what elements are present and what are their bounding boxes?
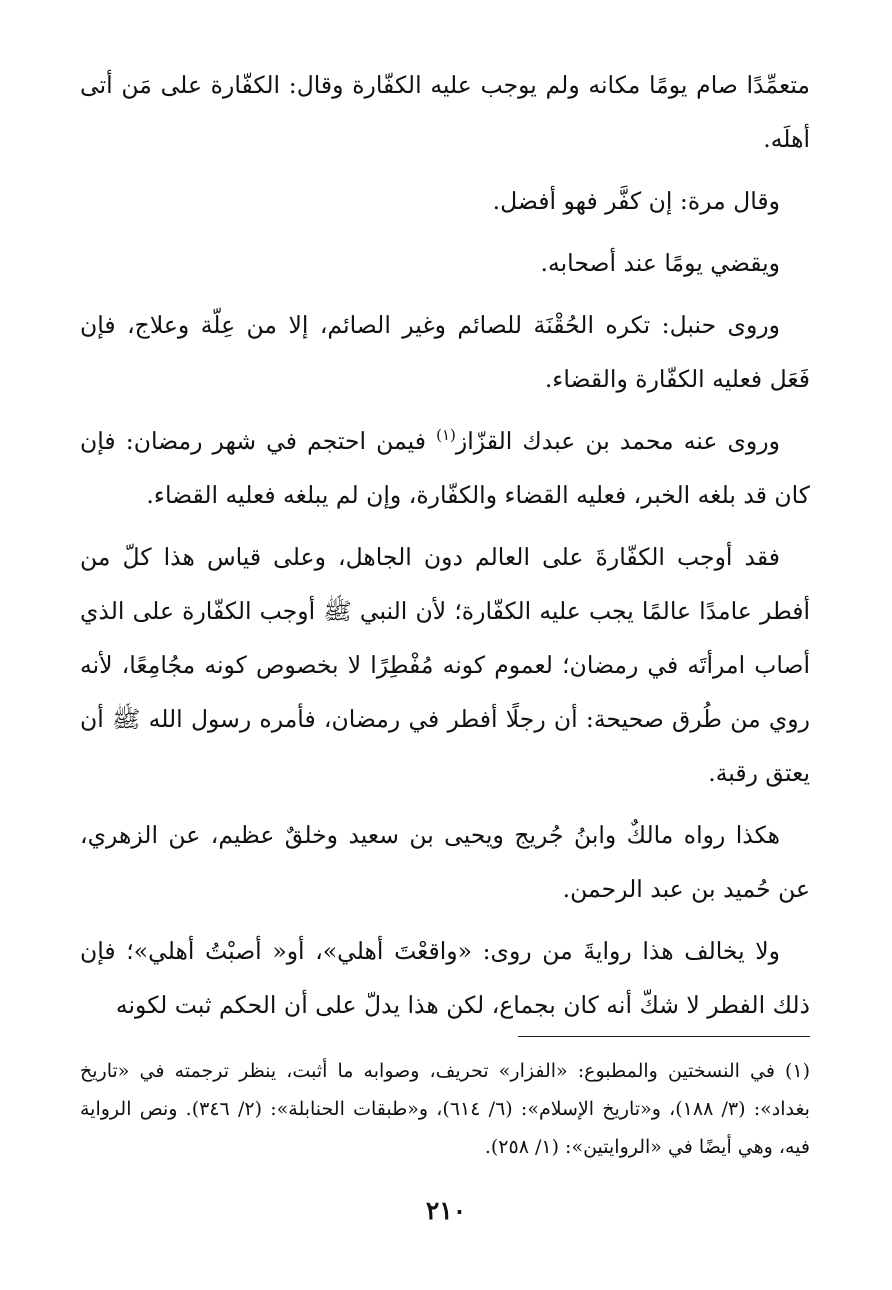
paragraph-1: متعمِّدًا صام يومًا مكانه ولم يوجب عليه الكفّارة وقال: الكفّارة على مَن أتى أهلَه. — [80, 71, 810, 153]
footnote-1 — [80, 1052, 810, 1166]
main-text — [80, 58, 810, 1040]
paragraph-3: ويقضي يومًا عند أصحابه. — [540, 249, 780, 277]
page-number: ٢١٠ — [425, 1196, 467, 1225]
paragraph-5-end: فيمن احتجم في شهر رمضان: فإن كان قد بلغه الخبر، فعليه القضاء والكفّارة، وإن لم يبلغه فعليه القضاء. — [80, 427, 810, 509]
footnotes-section — [80, 1052, 810, 1166]
paragraph-7: هكذا رواه مالكٌ وابنُ جُريج ويحيى بن سعيد وخلقٌ عظيم، عن الزهري، عن حُميد بن عبد الرحمن. — [80, 821, 810, 903]
footnote-reference: (١) — [436, 426, 456, 445]
footnote-text: في النسختين والمطبوع: «الفزار» تحريف، وصوابه ما أثبت، ينظر ترجمته في «تاريخ بغداد»: (٣/ ١٨٨)، و«تاريخ الإسلام»: (٦/ ٦١٤)، و«طبقات الحنابلة»: (٢/ ٣٤٦). ونص الرواية فيه، وهي أيضًا في «الروايتين»: (١/ ٢٥٨). — [80, 1060, 810, 1158]
paragraph-8: ولا يخالف هذا روايةَ من روى: «واقعْتَ أهلي»، أو« أصبْتُ أهلي»؛ فإن ذلك الفطر لا شكّ أنه كان بجماع، لكن هذا يدلّ على أن الحكم ثبت لكونه — [80, 937, 810, 1019]
footnote-number: (١) — [784, 1060, 810, 1082]
paragraph-2: وقال مرة: إن كفَّر فهو أفضل. — [492, 187, 780, 215]
paragraph-6: فقد أوجب الكفّارةَ على العالم دون الجاهل، وعلى قياس هذا كلّ من أفطر عامدًا عالمًا يجب عليه الكفّارة؛ لأن النبي ﷺ أوجب الكفّارة على الذي أصاب امرأتَه في رمضان؛ لعموم كونه مُفْطِرًا لا بخصوص كونه مجُامِعًا، لأنه روي من طُرق صحيحة: أن رجلًا أفطر في رمضان، فأمره رسول الله ﷺ أن يعتق رقبة. — [80, 543, 810, 787]
paragraph-4: وروى حنبل: تكره الحُقْنَة للصائم وغير الصائم، إلا من عِلّة وعلاج، فإن فَعَل فعليه الكفّارة والقضاء. — [80, 311, 810, 393]
paragraph-5-start: وروى عنه محمد بن عبدك القزّاز — [455, 427, 780, 455]
paragraph-5 — [80, 414, 810, 522]
footnote-divider — [518, 1036, 810, 1037]
